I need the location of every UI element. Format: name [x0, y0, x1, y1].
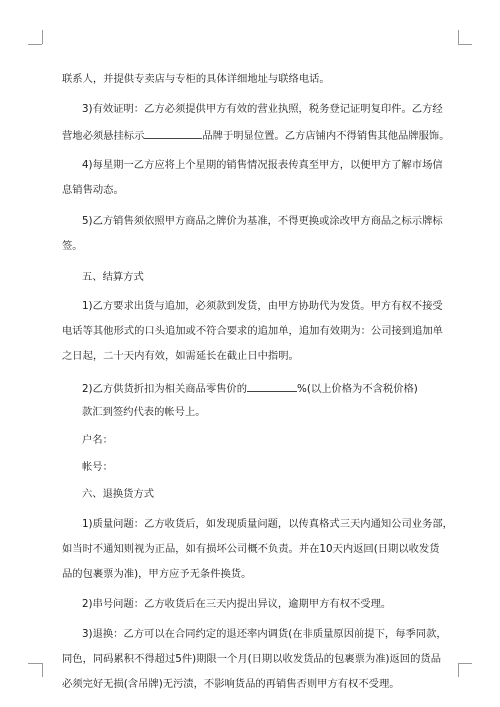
paragraph-line: 2)乙方供货折扣为相关商品零售价的 %(以上价格为不含税价格)	[82, 383, 418, 395]
account-number-label: 帐号：	[82, 461, 113, 473]
section-heading: 五、结算方式	[82, 271, 144, 283]
paragraph-line: 签。	[62, 240, 83, 252]
paragraph-line: 之日起，二十天内有效，如需延长在截止日中指明。	[62, 350, 299, 362]
paragraph-line: 息销售动态。	[62, 184, 124, 196]
account-name-label: 户名：	[82, 434, 113, 446]
fill-in-blank[interactable]	[247, 382, 297, 392]
paragraph-line: 如当时不通知则视为正品，如有损坏公司概不负责。并在10天内返回(日期以收发货	[62, 543, 440, 555]
fill-in-blank[interactable]	[144, 129, 202, 139]
paragraph-line: 3)有效证明：乙方必须提供甲方有效的营业执照，税务登记证明复印件。乙方经	[82, 103, 443, 115]
paragraph-line: 5)乙方销售须依照甲方商品之牌价为基准，不得更换或涂改甲方商品之标示牌标	[82, 215, 443, 227]
paragraph-line: 款汇到签约代表的帐号上。	[82, 406, 206, 418]
paragraph-line: 必须完好无损(含吊牌)无污渍，不影响货品的再销售否则甲方有权不受理。	[62, 678, 400, 690]
paragraph-line: 1)质量问题：乙方收货后，如发现质量问题，以传真格式三天内通知公司业务部，	[82, 518, 453, 530]
paragraph-line: 4)每星期一乙方应将上个星期的销售情况报表传真至甲方，以便甲方了解市场信	[82, 159, 443, 171]
paragraph-line: 2)串号问题：乙方收货后在三天内提出异议，逾期甲方有权不受理。	[82, 598, 392, 610]
section-heading: 六、退换货方式	[82, 488, 155, 500]
paragraph-line: 品的包裹票为准)，甲方应予无条件换货。	[62, 568, 252, 580]
paragraph-line: 营地必须悬挂标示 品牌于明显位置。乙方店铺内不得销售其他品牌服饰。	[62, 130, 450, 142]
paragraph-line: 同色，同码累积不得超过5件)期限一个月(日期以收发货品的包裹票为准)返回的货品	[62, 653, 441, 665]
paragraph-line: 3)退换：乙方可以在合同约定的退还率内调货(在非质量原因前提下，每季同款，	[82, 628, 447, 640]
paragraph-line: 联系人，并提供专卖店与专柜的具体详细地址与联络电话。	[62, 73, 330, 85]
paragraph-line: 1)乙方要求出货与追加，必须款到发货，由甲方协助代为发货。甲方有权不接受	[82, 300, 443, 312]
paragraph-line: 电话等其他形式的口头追加或不符合要求的追加单，追加有效期为：公司接到追加单	[62, 325, 443, 337]
